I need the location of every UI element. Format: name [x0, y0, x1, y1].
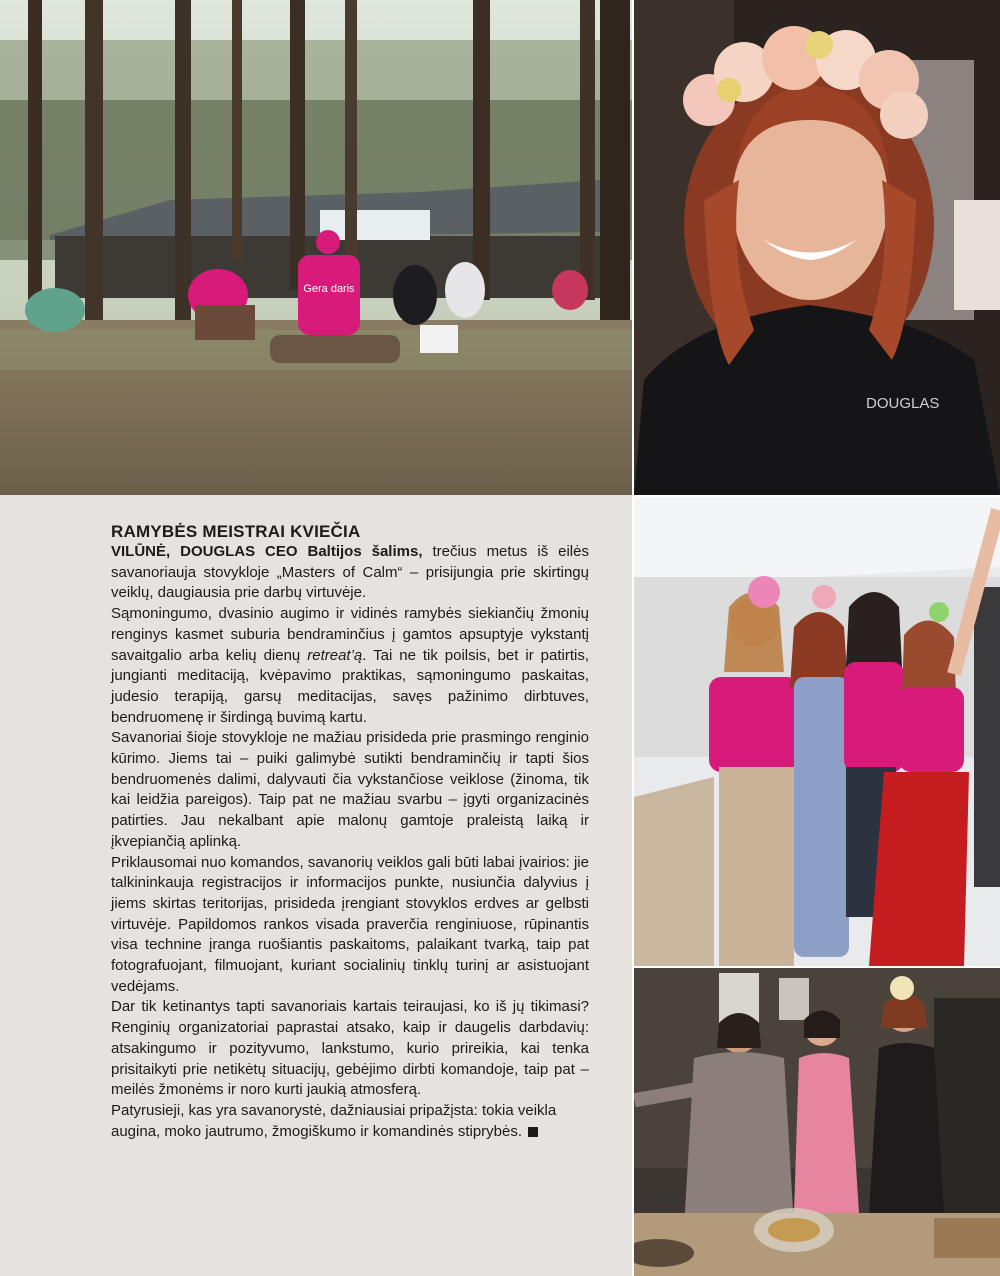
paragraph-2-end: . Tai ne tik poilsis, bet ir patirtis, jungianti meditaciją, kvėpavimo praktikas, sąmoningumo paskaitas, judesio terapiją, garsų meditacijas, savęs pažinimo dirbtuves, bendruomenę ir širdingą buvimą kartu.: [111, 646, 589, 726]
article-panel: [0, 495, 632, 1276]
paragraph-5: Dar tik ketinantys tapti savanoriais kartais teiraujasi, ko iš jų tikimasi? Renginių organizatoriai paprastai atsako, kaip ir daugelis darbdavių: atsakingumo ir pozityvumo, lankstumo, kurio prireikia, kai tenka prisitaikyti prie netikėtų situacijų, gebėjimo dirbti komandoje, taip pat – meilės žmonėms ir noro kurti jaukią atmosferą.: [111, 998, 589, 1099]
lead-bold-text: VILŪNĖ, DOUGLAS CEO Baltijos šalims,: [111, 543, 423, 560]
paragraph-2: [111, 604, 589, 728]
paragraph-6-text: Patyrusieji, kas yra savanorystė, dažniausiai pripažįsta: tokia veikla augina, moko jautrumo, žmogiškumo ir komandinės stiprybės.: [111, 1101, 557, 1140]
end-of-article-mark: [528, 1127, 538, 1137]
volunteers-group-photo: [634, 497, 1000, 966]
paragraph-lead: [111, 542, 589, 604]
paragraph-2-start: Sąmoningumo, dvasinio augimo ir vidinės ramybės siekiančių žmonių renginys kasmet suburia bendraminčius į gamtos apsuptyje vykstantį savaitgalio arba kelių dienų: [111, 605, 589, 664]
shirt-print: Gera daris: [303, 283, 355, 295]
portrait-photo: [634, 0, 1000, 495]
forest-camp-photo: [0, 0, 632, 495]
paragraph-3: Savanoriai šioje stovykloje ne mažiau prisideda prie prasmingo renginio kūrimo. Jiems tai – puiki galimybė sutikti bendraminčių ir tapti šios bendruomenės dalimi, dalyvauti čia vykstančiose veiklose (žinoma, tik kai leidžia pareigos). Taip pat ne mažiau svarbu – įgyti organizacinės patirties. Jau nekalbant apie malonų gamtoje praleistą laiką ir įkvepiančią aplinką.: [111, 729, 589, 850]
article-headline: RAMYBĖS MEISTRAI KVIEČIA: [111, 522, 361, 541]
paragraph-4: Priklausomai nuo komandos, savanorių veiklos gali būti labai įvairios: jie talkininkauja registracijos ir informacijos punkte, nusiunčia dalyvius į jiems skirtas teritorijas, prisideda įrengiant stovyklos erdves ar gelbsti virtuvėje. Papildomos rankos visada praverčia renginiuose, rūpinantis visa technine įranga ruošiantis paskaitoms, palaikant tvarką, taip pat fotografuojant, filmuojant, kuriant socialinių tinklų turinį ar asistuojant vedėjams.: [111, 853, 589, 995]
lead-text: trečius metus iš eilės savanoriauja stovykloje „Masters of Calm“ – prisijungia prie skirtingų veiklų, daugiausia prie darbų virtuvėje.: [111, 543, 589, 602]
article-body: [111, 521, 589, 1142]
retreat-word: retreat’ą: [307, 646, 363, 664]
paragraph-6: [111, 1101, 589, 1142]
kitchen-volunteers-photo: [634, 968, 1000, 1276]
sweater-logo: DOUGLAS: [866, 395, 940, 412]
